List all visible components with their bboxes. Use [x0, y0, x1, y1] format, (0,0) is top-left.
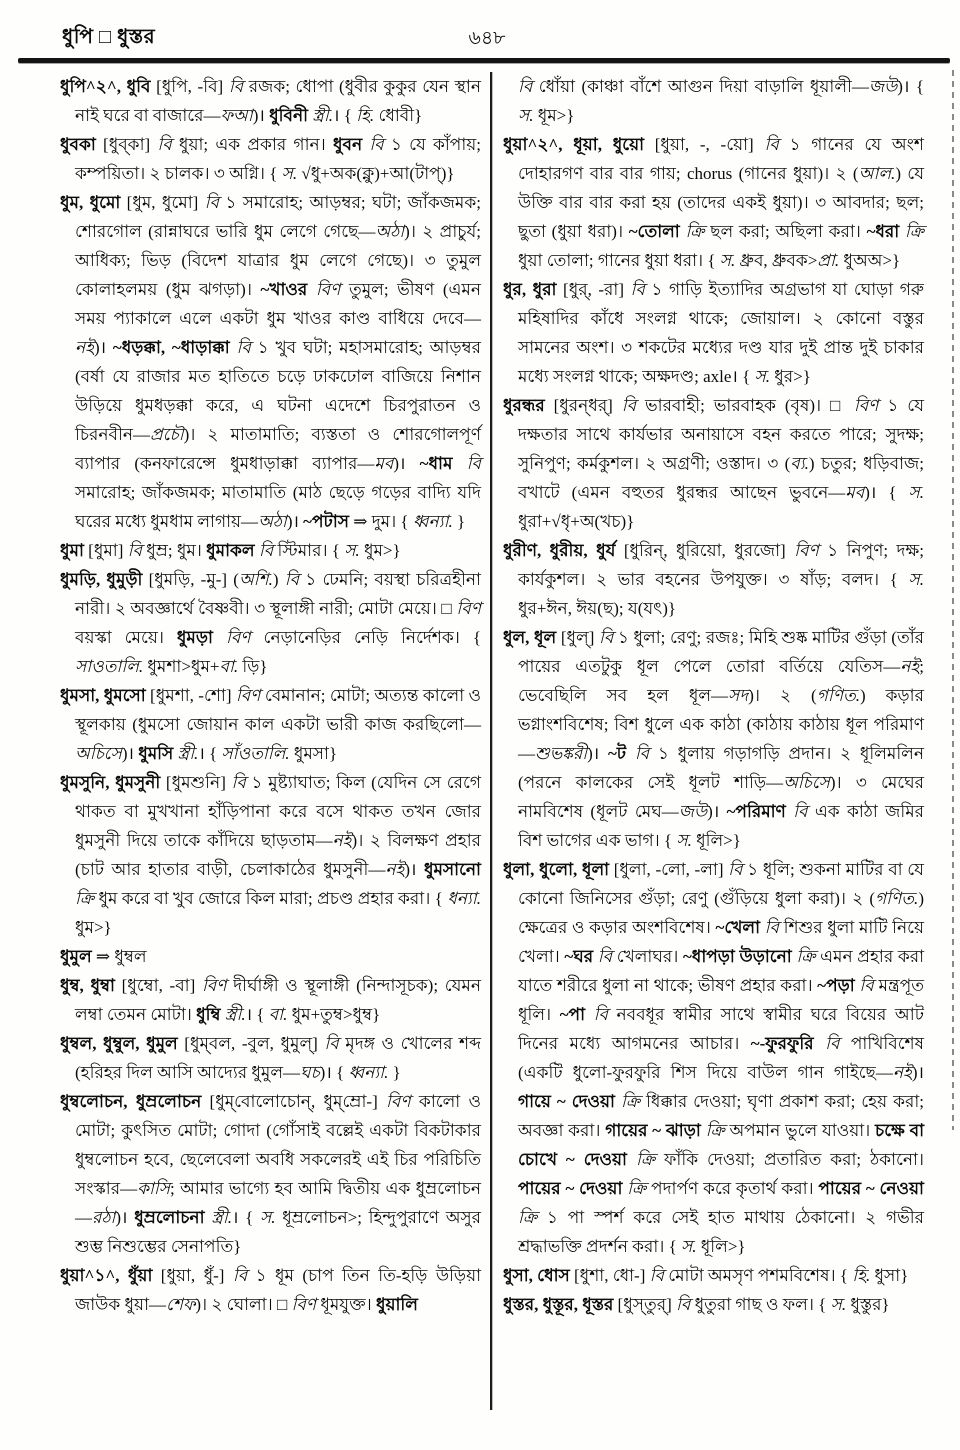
column-divider	[490, 72, 492, 1410]
left-column	[60, 72, 489, 1410]
scan-edge-artifact	[952, 70, 954, 1130]
dictionary-entry: ধুল, ধূল [ধুল্‌] বি ১ ধুলা; রেণু; রজঃ; মিহি শুষ্ক মাটির গুঁড়া (তাঁর পায়ের এতটুকু ধূল পেলে তোরা বর্তিয়ে যেতিস—নই; ভেবেছিলি সব হল ধূল—সদ)। ২ (গণিত.) কড়ার ভগ্নাংশবিশেষ; বিশ ধুলে এক কাঠা (কাঠায় কাঠায় ধূল পরিমাণ—শুভঙ্করী)। ~ট বি ১ ধুলায় গড়াগড়ি প্রদান। ২ ধূলিমলিন (পরনে কালকের সেই ধূলট শাড়ি—অচিসে)। ৩ মেঘের নামবিশেষ (ধূলট মেঘ—জউ)। ~পরিমাণ বি এক কাঠা জমির বিশ ভাগের এক ভাগ। { স. ধূলি>}	[502, 628, 924, 850]
dictionary-entry: ধুসা, ধোস [ধুশা, ধো-] বি মোটা অমসৃণ পশমবিশেষ। { হি. ধুসা}	[502, 1266, 909, 1285]
dictionary-entry: ধুমুল ⇒ ধুম্বল	[60, 947, 147, 966]
dictionary-entry: ধুরন্ধর [ধুরন্‌ধর্‌] বি ভারবাহী; ভারবাহক (বৃষ)। □ বিণ ১ যে দক্ষতার সাথে কার্যভার অনায়াসে বহন করতে পারে; সুদক্ষ; সুনিপুণ; কর্মকুশল। ২ অগ্রণী; ওস্তাদ। ৩ (ব্য.) চতুর; ধড়িবাজ; বখাটে (এমন বহুতর ধুরন্ধর আছেন ভুবনে—মব)। { স. ধুরা+√ধৃ+অ(খচ)}	[502, 396, 924, 531]
dictionary-entry: ধুমা [ধুমা] বি ধুম্র; ধুম। ধুমাকল বি স্টিমার। { স. ধুম>}	[60, 541, 401, 560]
page-body	[60, 72, 924, 1410]
guide-words: ধুপি □ ধুস্তর	[62, 26, 156, 48]
dictionary-entry: ধুর, ধুরা [ধুর্‌, -রা] বি ১ গাড়ি ইত্যাদির অগ্রভাগ যা ঘোড়া গরু মহিষাদির কাঁধে সংলগ্ন থাকে; জোয়াল। ২ কোনো বস্তুর সামনের অংশ। ৩ শকটের মধ্যের দণ্ড যার দুই প্রান্ত দুই চাকার মধ্যে সংলগ্ন থাকে; অক্ষদণ্ড; axle। { স. ধুর>}	[502, 280, 924, 386]
dictionary-entry: ধুমড়ি, ধুমুড়ী [ধুমড়ি, -মু-] (অশি.) বি ১ ঢেমনি; বয়স্থা চরিত্রহীনা নারী। ২ অবজ্ঞার্থে বৈষ্ণবী। ৩ স্থূলাঙ্গী নারী; মোটা মেয়ে। □ বিণ বয়স্কা মেয়ে। ধুমড়া বিণ নেড়ানেড়ির নেড়ি নির্দেশক। { সাওতালি. ধুমশা>ধুম+বা. ড়ি}	[60, 570, 481, 676]
dictionary-entry: ধুয়া^২^, ধূয়া, ধুয়ো [ধুয়া, -, -য়ো] বি ১ গানের যে অংশ দোহারগণ বার বার গায়; chorus (গানের ধুয়া)। ২ (আল.) যে উক্তি বার বার করা হয় (তাদের একই ধুয়া)। ৩ আবদার; ছল; ছুতা (ধুয়া ধরা)। ~তোলা ক্রি ছল করা; অছিলা করা। ~ধরা ক্রি ধুয়া তোলা; গানের ধুয়া ধরা। { স. ধ্রুব, ধ্রুবক>প্রা. ধুঅঅ>}	[502, 135, 924, 270]
dictionary-entry: ধুম্বলোচন, ধুম্রলোচন [ধুম্‌বোলোচোন্‌, ধুম্‌ম্রো-] বিণ কালো ও মোটা; কুৎসিত মোটা; গোদা (গোঁসাই বল্লেই একটা বিকটাকার ধুম্বলোচন হবে, ছেলেবেলা অবধি সকলেরই এই চির পরিচিতি সংস্কার—কাসি; আমার ভাগ্যে হব আমি দ্বিতীয় এক ধুম্রলোচন—রঠা)। ধুম্রলোচনা স্ত্রী.। { স. ধূম্রলোচন>; হিন্দুপুরাণে অসুর শুম্ভ নিশুম্ভের সেনাপতি}	[60, 1092, 482, 1256]
dictionary-entry: ধুবকা [ধুব্‌কা] বি ধুয়া; এক প্রকার গান। ধুবন বি ১ যে কাঁপায়; কম্পয়িতা। ২ চালক। ৩ অগ্নি। { স. √ধু+অক(ক্নু)+আ(টাপ্‌)}	[60, 135, 482, 183]
dictionary-entry: ধুমসা, ধুমসো [ধুমশা, -শো] বিণ বেমানান; মোটা; অত্যন্ত কালো ও স্থূলকায় (ধুমসো জোয়ান কাল একটা ভারী কাজ করছিলো—অচিসে)। ধুমসি স্ত্রী.। { সাঁওতালি. ধুমসা}	[60, 686, 482, 763]
page-number: ৬৪৮	[468, 28, 506, 49]
dictionary-entry: ধুম্বল, ধুম্বুল, ধুমুল [ধুম্‌বল, -বুল, ধুমুল্‌] বি মৃদঙ্গ ও খোলের শব্দ (হরিহর দিল আসি আদ্যের ধুমুল—ঘচ)। { ধ্বন্যা. }	[60, 1034, 482, 1082]
dictionary-entry: ধুয়া^১^, ধুঁয়া [ধুয়া, ধুঁ-] বি ১ ধূম (চাপ তিন তি-হড়ি উড়িয়া জাউক ধুয়া—শেফ)। ২ ঘোলা। □ বিণ ধূমযুক্ত। ধুয়ালি	[60, 1266, 482, 1314]
dictionary-entry: ধুম, ধুমো [ধুম, ধুমো] বি ১ সমারোহ; আড়ম্বর; ঘটা; জাঁকজমক; শোরগোল (রান্নাঘরে ভারি ধুম লেগে গেছে—অঠা)। ২ প্রাচুর্য; আধিক্য; ভিড় (বিদেশ যাত্রার ধুম লেগে গেছে)। ৩ তুমুল কোলাহলময় (ধুম ঝগড়া)। ~খাওর বিণ তুমুল; ভীষণ (এমন সময় প্যাকালে এলে একটা ধুম খাওর কাণ্ড বাধিয়ে দেবে—নই)। ~ধড়ক্কা, ~ধাড়াক্কা বি ১ খুব ঘটা; মহাসমারোহ; আড়ম্বর (বর্ষা যে রাজার মত হাতিতে চড়ে ঢাকঢোল বাজিয়ে নিশান উড়িয়ে ধুমধড়ক্কা করে, এ ঘটনা এদেশে চিরপুরাতন ও চিরনবীন—প্রচৌ)। ২ মাতামাতি; ব্যস্ততা ও শোরগোলপূর্ণ ব্যাপার (কনফারেন্সে ধুমধাড়াক্কা ব্যাপার—মব)। ~ধাম বি সমারোহ; জাঁকজমক; মাতামাতি (মাঠ ছেড়ে গড়ের বাদ্যি যদি ঘরের মধ্যে ধুমধাম লাগায়—অঠা)। ~পটাস ⇒ দুম। { ধ্বন্যা. }	[60, 193, 481, 531]
dictionary-entry: ধুম্ব, ধুম্বা [ধুম্বো, -বা] বিণ দীর্ঘাঙ্গী ও স্থূলাঙ্গী (নিন্দাসূচক); যেমন লম্বা তেমন মোটা। ধুম্বি স্ত্রী.। { বা. ধুম+তুম্ব>ধুম্ব}	[60, 976, 482, 1024]
dictionary-entry: ধুস্তর, ধুস্তূর, ধূস্তর [ধুস্‌তুর্‌] বি ধুতুরা গাছ ও ফল। { স. ধুস্তুর}	[502, 1295, 890, 1314]
dictionary-entry: ধুমসুনি, ধুমসুনী [ধুমশুনি] বি ১ মুষ্ট্যাঘাত; কিল (যেদিন সে রেগে থাকত বা মুখখানা হাঁড়িপানা করে বসে থাকত তখন জোর ধুমসুনী দিয়ে তাকে কাঁদিয়ে ছাড়তাম—নই)। ২ বিলক্ষণ প্রহার (চাট আর হাতার বাড়ী, চেলাকাঠের ধুমসুনী—নই)। ধুমসানো ক্রি ধুম করে বা খুব জোরে কিল মারা; প্রচণ্ড প্রহার করা। { ধন্যা. ধুম>}	[60, 773, 482, 937]
dictionary-entry: ধুপি^২^, ধুবি [ধুপি, -বি] বি রজক; ধোপা (ধুবীর কুকুর যেন স্থান নাই ঘরে বা বাজারে—ফআ)। ধুবিনী স্ত্রী.। { হি. ধোবী}	[60, 77, 482, 125]
header-rule	[18, 58, 950, 63]
entry-continuation: বি ধোঁয়া (কাঞ্চা বাঁশে আগুন দিয়া বাড়ালি ধূয়ালী—জউ)। { স. ধূম>}	[517, 77, 924, 125]
dictionary-entry: ধুরীণ, ধুরীয়, ধুর্য [ধুরিন্‌, ধুরিয়ো, ধুরজো] বিণ ১ নিপুণ; দক্ষ; কার্যকুশল। ২ ভার বহনের উপযুক্ত। ৩ ষাঁড়; বলদ। { স. ধুর+ঈন, ঈয়(ছ); য(যৎ)}	[502, 541, 924, 618]
dictionary-entry: ধুলা, ধুলো, ধূলা [ধুলা, -লো, -লা] বি ১ ধূলি; শুকনা মাটির বা যে কোনো জিনিসের গুঁড়া; রেণু (গুঁড়িয়ে ধুলা করা)। ২ (গণিত.) ক্ষেত্রের ও কড়ার অংশবিশেষ। ~খেলা বি শিশুর ধুলা মাটি নিয়ে খেলা। ~ঘর বি খেলাঘর। ~ধাপড়া উড়ানো ক্রি এমন প্রহার করা যাতে শরীরে ধুলা না থাকে; ভীষণ প্রহার করা। ~পড়া বি মন্ত্রপূত ধূলি। ~পা বি নববধূর স্বামীর সাথে স্বামীর ঘরে বিয়ের আট দিনের মধ্যে আগমনের আচার। ~-ফুরফুরি বি পাখিবিশেষ (একটি ধুলো-ফুরফুরি শিস দিয়ে বাউল গান গাইছে—নই)। গায়ে ~ দেওয়া ক্রি ধিক্কার দেওয়া; ঘৃণা প্রকাশ করা; হেয় করা; অবজ্ঞা করা। গায়ের ~ ঝাড়া ক্রি অপমান ভুলে যাওয়া। চক্ষে বা চোখে ~ দেওয়া ক্রি ফাঁকি দেওয়া; প্রতারিত করা; ঠকানো। পায়ের ~ দেওয়া ক্রি পদার্পণ করে কৃতার্থ করা। পায়ের ~ নেওয়া ক্রি ১ পা স্পর্শ করে সেই হাত মাথায় ঠেকানো। ২ গভীর শ্রদ্ধাভক্তি প্রদর্শন করা। { স. ধূলি>}	[502, 860, 925, 1256]
right-column	[493, 72, 924, 1410]
page-header	[62, 22, 912, 54]
